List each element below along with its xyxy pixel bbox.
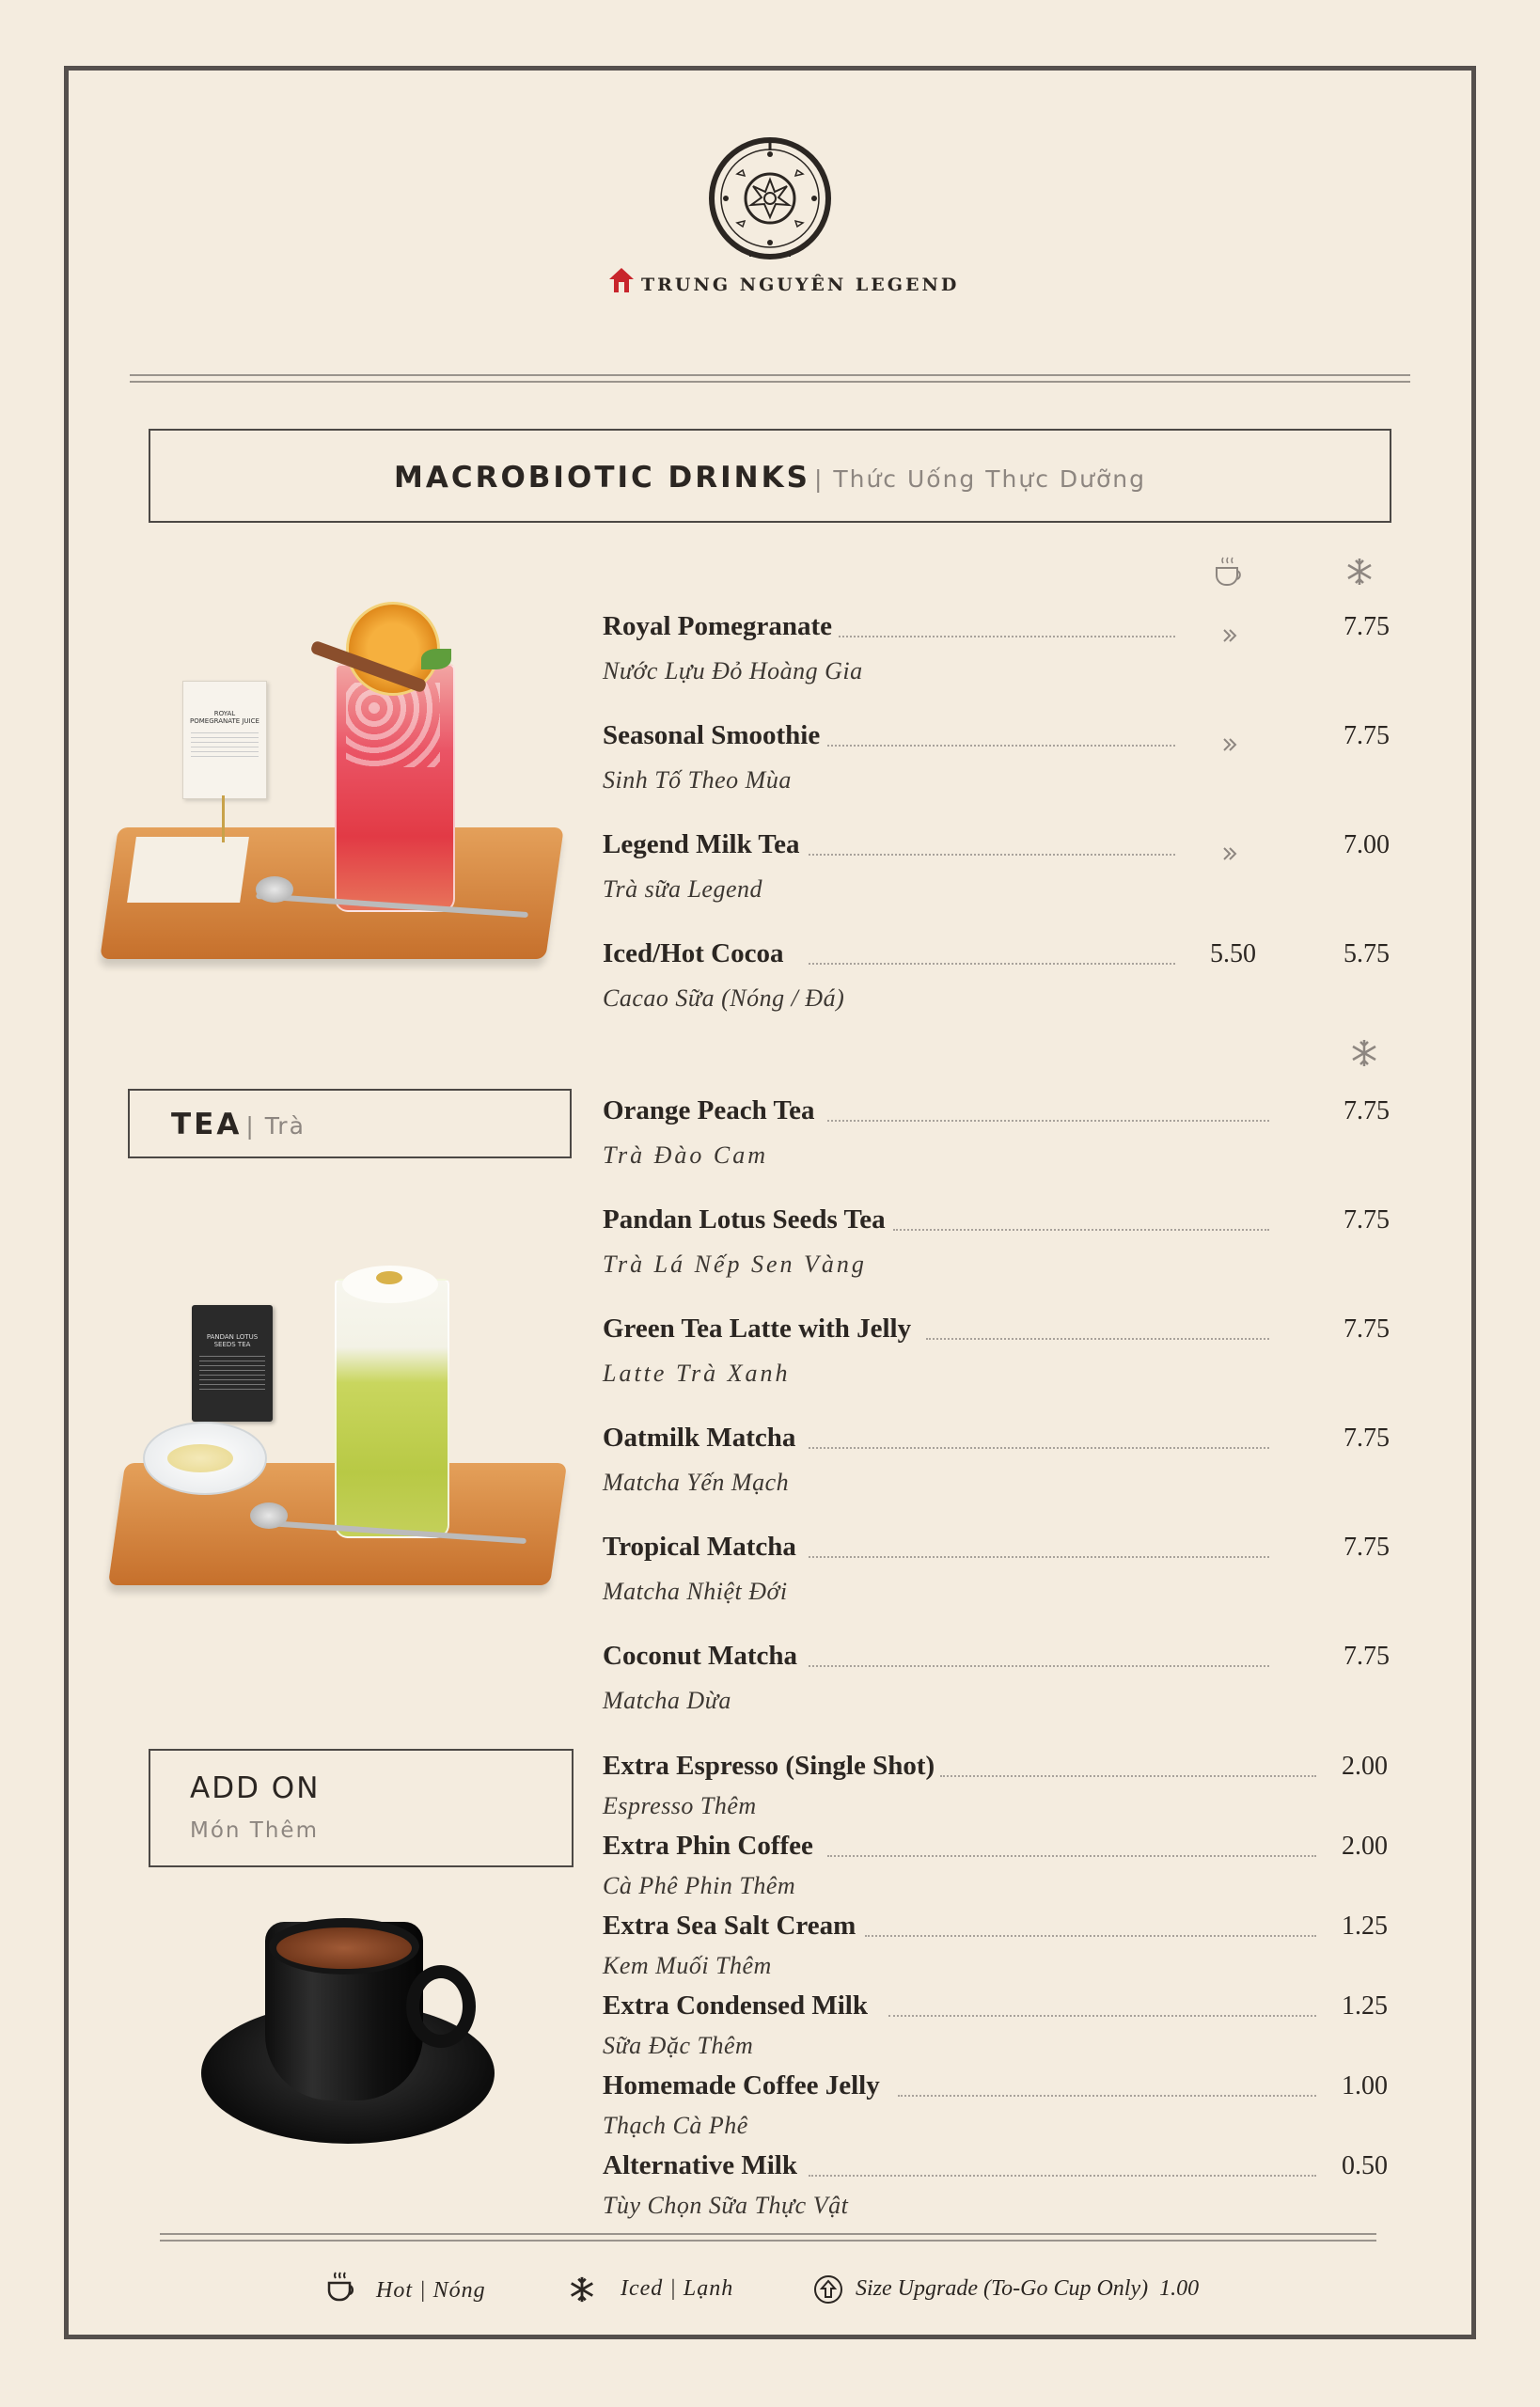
price-iced: 7.75 [1344,721,1390,750]
leader-dots [888,2015,1316,2017]
price-iced: 2.00 [1342,1832,1388,1861]
brand-emblem-icon [703,132,837,265]
tea-header: TEA | Trà [128,1089,572,1158]
menu-item-vietnamese: Nước Lựu Đỏ Hoàng Gia [603,657,863,684]
menu-item-vietnamese: Sinh Tố Theo Mùa [603,766,792,794]
menu-item-vietnamese: Kem Muối Thêm [603,1952,772,1979]
addon-title: ADD ON [190,1771,321,1805]
leader-dots [865,1935,1316,1937]
menu-item-vietnamese: Trà Đào Cam [603,1141,769,1169]
price-iced: 0.50 [1342,2151,1388,2180]
price-iced: 2.00 [1342,1752,1388,1781]
price-iced: 7.75 [1344,612,1390,641]
price-iced: 7.75 [1344,1533,1390,1562]
brand-name: TRUNG NGUYÊN LEGEND [641,275,960,295]
snowflake-icon [1349,1038,1379,1068]
menu-item-name: Extra Condensed Milk [603,1990,873,2022]
menu-item-vietnamese: Sữa Đặc Thêm [603,2032,754,2059]
leader-dots [809,963,1175,965]
menu-item-name: Iced/Hot Cocoa [603,938,790,969]
leader-dots [809,636,1175,637]
menu-item-vietnamese: Espresso Thêm [603,1792,757,1819]
menu-item-vietnamese: Tùy Chọn Sữa Thực Vật [603,2192,849,2219]
menu-item-name: Legend Milk Tea [603,829,806,860]
menu-item-name: Royal Pomegranate [603,611,838,642]
menu-item-name: Pandan Lotus Seeds Tea [603,1204,891,1235]
menu-item-vietnamese: Matcha Yến Mạch [603,1469,790,1496]
price-iced: 7.75 [1344,1096,1390,1125]
menu-item-vietnamese: Matcha Nhiệt Đới [603,1578,788,1605]
menu-item-name: Green Tea Latte with Jelly [603,1314,917,1345]
brand-house-icon [607,266,636,294]
menu-item-vietnamese: Cà Phê Phin Thêm [603,1872,796,1899]
snowflake-icon [568,2275,596,2304]
price-iced: 7.00 [1344,830,1390,859]
leader-dots [809,1556,1269,1558]
menu-item-vietnamese: Matcha Dừa [603,1687,731,1714]
top-divider [130,374,1410,383]
price-iced: 7.75 [1344,1205,1390,1235]
leader-dots [926,1338,1269,1340]
leader-dots [898,2095,1316,2097]
leader-dots [809,745,1175,747]
menu-item-name: Extra Sea Salt Cream [603,1911,861,1942]
double-chevron-icon [1220,626,1239,645]
menu-item-name: Homemade Coffee Jelly [603,2070,886,2101]
macrobiotic-title: MACROBIOTIC DRINKS [393,461,810,495]
price-iced: 7.75 [1344,1424,1390,1453]
macrobiotic-subtitle: Thức Uống Thực Dưỡng [833,465,1147,493]
leader-dots [940,1775,1316,1777]
size-upgrade-icon [812,2273,844,2305]
legend-size-upgrade: Size Upgrade (To-Go Cup Only) 1.00 [856,2276,1200,2301]
menu-item-name: Orange Peach Tea [603,1095,821,1126]
price-iced: 7.75 [1344,1314,1390,1344]
tea-title: TEA [171,1108,243,1141]
leader-dots [809,1447,1269,1449]
menu-item-vietnamese: Latte Trà Xanh [603,1360,791,1387]
price-iced: 7.75 [1344,1642,1390,1671]
snowflake-icon [1344,557,1375,587]
menu-item-vietnamese: Trà sữa Legend [603,875,762,903]
bottom-divider [160,2233,1376,2242]
legend-hot: Hot | Nóng [376,2278,486,2303]
leader-dots [809,854,1175,856]
pomegranate-card-text: ROYAL POMEGRANATE JUICE [190,710,259,725]
menu-item-vietnamese: Cacao Sữa (Nóng / Đá) [603,984,845,1012]
menu-item-name: Seasonal Smoothie [603,720,825,751]
price-iced: 1.25 [1342,1991,1388,2021]
leader-dots [827,1855,1316,1857]
price-hot: 5.50 [1210,939,1256,968]
leader-dots [809,1665,1269,1667]
menu-item-name: Alternative Milk [603,2150,803,2181]
menu-item-name: Extra Phin Coffee [603,1831,819,1862]
tea-subtitle: Trà [264,1112,306,1140]
price-iced: 1.25 [1342,1911,1388,1941]
hot-cup-icon [323,2268,361,2305]
menu-item-name: Coconut Matcha [603,1641,803,1672]
hot-cup-icon [1211,553,1249,590]
double-chevron-icon [1220,844,1239,863]
leader-dots [827,1120,1269,1122]
double-chevron-icon [1220,735,1239,754]
pandan-card-text: PANDAN LOTUS SEEDS TEA [206,1333,259,1348]
leader-dots [809,2175,1316,2177]
menu-item-name: Tropical Matcha [603,1532,802,1563]
legend-iced: Iced | Lạnh [621,2276,734,2301]
menu-item-vietnamese: Thạch Cà Phê [603,2112,748,2139]
menu-item-name: Oatmilk Matcha [603,1423,801,1454]
price-iced: 5.75 [1344,939,1390,968]
addon-header [149,1749,574,1867]
menu-item-name: Extra Espresso (Single Shot) [603,1751,940,1782]
leader-dots [893,1229,1269,1231]
addon-subtitle: Món Thêm [190,1818,319,1843]
menu-item-vietnamese: Trà Lá Nếp Sen Vàng [603,1251,867,1278]
macrobiotic-header: MACROBIOTIC DRINKS | Thức Uống Thực Dưỡng [149,429,1391,523]
price-iced: 1.00 [1342,2071,1388,2100]
